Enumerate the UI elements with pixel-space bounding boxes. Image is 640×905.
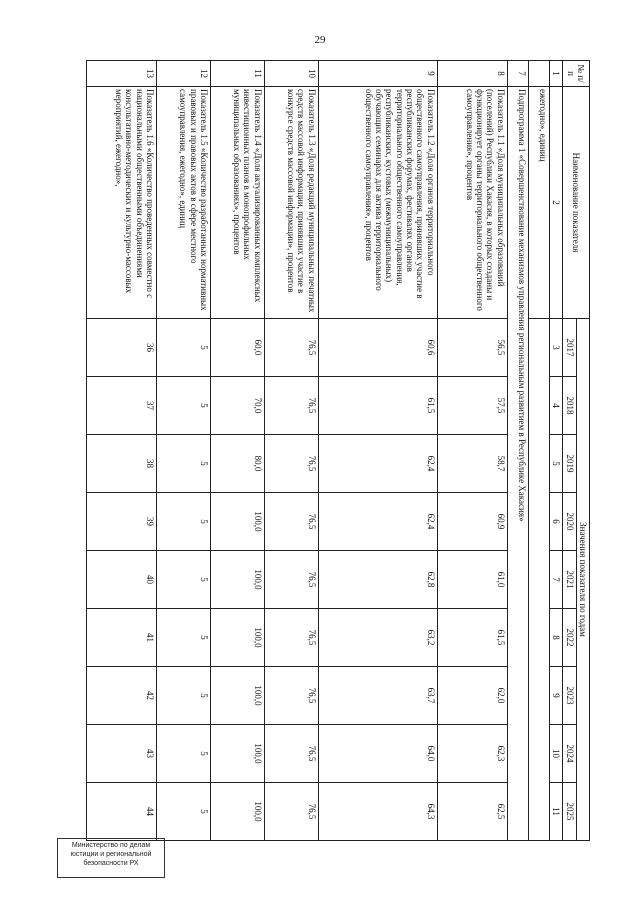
year-header: 2022 (563, 609, 576, 667)
row-number: 13 (87, 61, 157, 87)
indicator-value: 61,5 (318, 377, 437, 435)
subprogram-title: Подпрограмма 1 «Совершенствование механизмов управления региональным развитием в Республике Хакасия» (507, 87, 528, 841)
indicator-name: Показатель 1.3 «Доля редакций муниципальных печатных средств массовой информации, принявших участие в конкурсе средств массовой информации», процентов (264, 87, 318, 319)
row-number: 12 (157, 61, 211, 87)
indicator-value: 76,5 (264, 783, 318, 841)
indicator-value: 100,0 (210, 725, 264, 783)
col-num-header: № п/п (563, 61, 590, 87)
indicator-value: 100,0 (210, 493, 264, 551)
year-header: 2020 (563, 493, 576, 551)
subprogram-row (507, 61, 528, 841)
stamp-line-1: Министерство по делам (71, 842, 151, 849)
indicator-value: 62,4 (318, 435, 437, 493)
indicator-value: 76,5 (264, 551, 318, 609)
year-header: 2019 (563, 435, 576, 493)
column-index-cell: 7 (549, 551, 562, 609)
year-header: 2018 (563, 377, 576, 435)
header-row-1 (576, 61, 589, 841)
indicator-value: 5 (157, 493, 211, 551)
indicator-value: 5 (157, 667, 211, 725)
indicator-value: 5 (157, 609, 211, 667)
table-row (157, 61, 211, 841)
indicator-value: 62,4 (318, 493, 437, 551)
column-index-cell: 2 (549, 87, 562, 319)
indicator-value: 64,0 (318, 725, 437, 783)
indicator-value: 40 (87, 551, 157, 609)
indicator-value: 76,5 (264, 493, 318, 551)
table-row (264, 61, 318, 841)
indicator-value: 62,8 (318, 551, 437, 609)
column-index-cell: 11 (549, 783, 562, 841)
indicator-value: 41 (87, 609, 157, 667)
stamp-line-3: безопасности РХ (83, 859, 139, 867)
indicator-value: 60,0 (210, 319, 264, 377)
table-row (87, 61, 157, 841)
indicator-value: 5 (157, 725, 211, 783)
indicator-value: 76,5 (264, 377, 318, 435)
continuation-text: ежегодно», единиц (528, 87, 549, 319)
indicator-name: Показатель 1.2 «Доля органов территориального общественного самоуправления, принявших участие в республиканских форумах, фестивалях органов территориального общественного самоуправления, республиканских, кустовых (межмуниципальных) обучающих семинарах для актива территориального общественного самоуправления», процентов (318, 87, 437, 319)
indicator-value: 44 (87, 783, 157, 841)
indicator-value: 5 (157, 319, 211, 377)
continuation-num (528, 61, 549, 87)
table-row (437, 61, 507, 841)
indicator-value: 76,5 (264, 319, 318, 377)
column-index-cell: 5 (549, 435, 562, 493)
column-index-cell: 6 (549, 493, 562, 551)
page-number: 29 (314, 34, 326, 46)
indicator-name: Показатель 1.4 «Доля актуализированных комплексных инвестиционных планов в монопрофильных муниципальных образованиях», процентов (210, 87, 264, 319)
indicator-value: 76,5 (264, 667, 318, 725)
indicator-value: 60,6 (318, 319, 437, 377)
indicator-value: 43 (87, 725, 157, 783)
table-body (87, 61, 550, 841)
index-row (549, 61, 562, 841)
indicator-value: 70,0 (210, 377, 264, 435)
indicator-name: Показатель 1.6 «Количество проведенных совместно с национальными общественными объединениями консультативно-методических и культурно-массовых мероприятий, ежегодно», (87, 87, 157, 319)
year-header: 2017 (563, 319, 576, 377)
indicator-value: 58,7 (437, 435, 507, 493)
year-header: 2024 (563, 725, 576, 783)
column-index-cell: 3 (549, 319, 562, 377)
column-index-cell: 1 (549, 61, 562, 87)
indicator-value: 63,7 (318, 667, 437, 725)
indicator-value: 100,0 (210, 609, 264, 667)
year-header: 2025 (563, 783, 576, 841)
row-number: 11 (210, 61, 264, 87)
indicator-value: 62,3 (437, 725, 507, 783)
col-name-header: Наименование показателя (563, 87, 590, 319)
indicator-value: 39 (87, 493, 157, 551)
rotated-table-container (86, 60, 590, 840)
column-index-cell: 10 (549, 725, 562, 783)
indicator-value: 36 (87, 319, 157, 377)
subprogram-num: 7 (507, 61, 528, 87)
col-values-header: Значения показателя по годам (576, 319, 589, 841)
indicator-value: 38 (87, 435, 157, 493)
indicator-value: 62,0 (437, 667, 507, 725)
indicator-value: 76,5 (264, 725, 318, 783)
ministry-stamp (57, 838, 165, 878)
indicator-value: 60,9 (437, 493, 507, 551)
indicator-value: 76,5 (264, 609, 318, 667)
indicator-value: 80,0 (210, 435, 264, 493)
year-header: 2023 (563, 667, 576, 725)
row-number: 9 (318, 61, 437, 87)
table-row (210, 61, 264, 841)
column-index-cell: 9 (549, 667, 562, 725)
indicator-name: Показатель 1.5 «Количество разработанных нормативных правовых и правовых актов в сфере местного самоуправления, ежегодно», единиц (157, 87, 211, 319)
indicator-value: 61,5 (437, 609, 507, 667)
indicator-value: 5 (157, 551, 211, 609)
indicator-value: 64,3 (318, 783, 437, 841)
indicator-value: 56,5 (437, 319, 507, 377)
indicator-value: 5 (157, 435, 211, 493)
indicator-value: 63,2 (318, 609, 437, 667)
indicator-value: 76,5 (264, 435, 318, 493)
indicator-value: 61,0 (437, 551, 507, 609)
indicator-value: 37 (87, 377, 157, 435)
indicators-table (86, 60, 590, 841)
stamp-line-2: юстиции и региональной (70, 850, 152, 858)
column-index-cell: 8 (549, 609, 562, 667)
indicator-value: 100,0 (210, 551, 264, 609)
indicator-value: 57,5 (437, 377, 507, 435)
indicator-name: Показатель 1.1 «Доля муниципальных образований (поселений) Республики Хакасия, в которых созданы и функционирует органы территориального общественного самоуправления», процентов (437, 87, 507, 319)
indicator-value: 62,5 (437, 783, 507, 841)
indicator-value: 42 (87, 667, 157, 725)
table-row (318, 61, 437, 841)
indicator-value: 5 (157, 783, 211, 841)
indicator-value: 100,0 (210, 667, 264, 725)
indicator-value: 5 (157, 377, 211, 435)
year-header: 2021 (563, 551, 576, 609)
row-number: 8 (437, 61, 507, 87)
continuation-values (528, 319, 549, 841)
row-number: 10 (264, 61, 318, 87)
indicator-value: 100,0 (210, 783, 264, 841)
continuation-row (528, 61, 549, 841)
column-index-cell: 4 (549, 377, 562, 435)
